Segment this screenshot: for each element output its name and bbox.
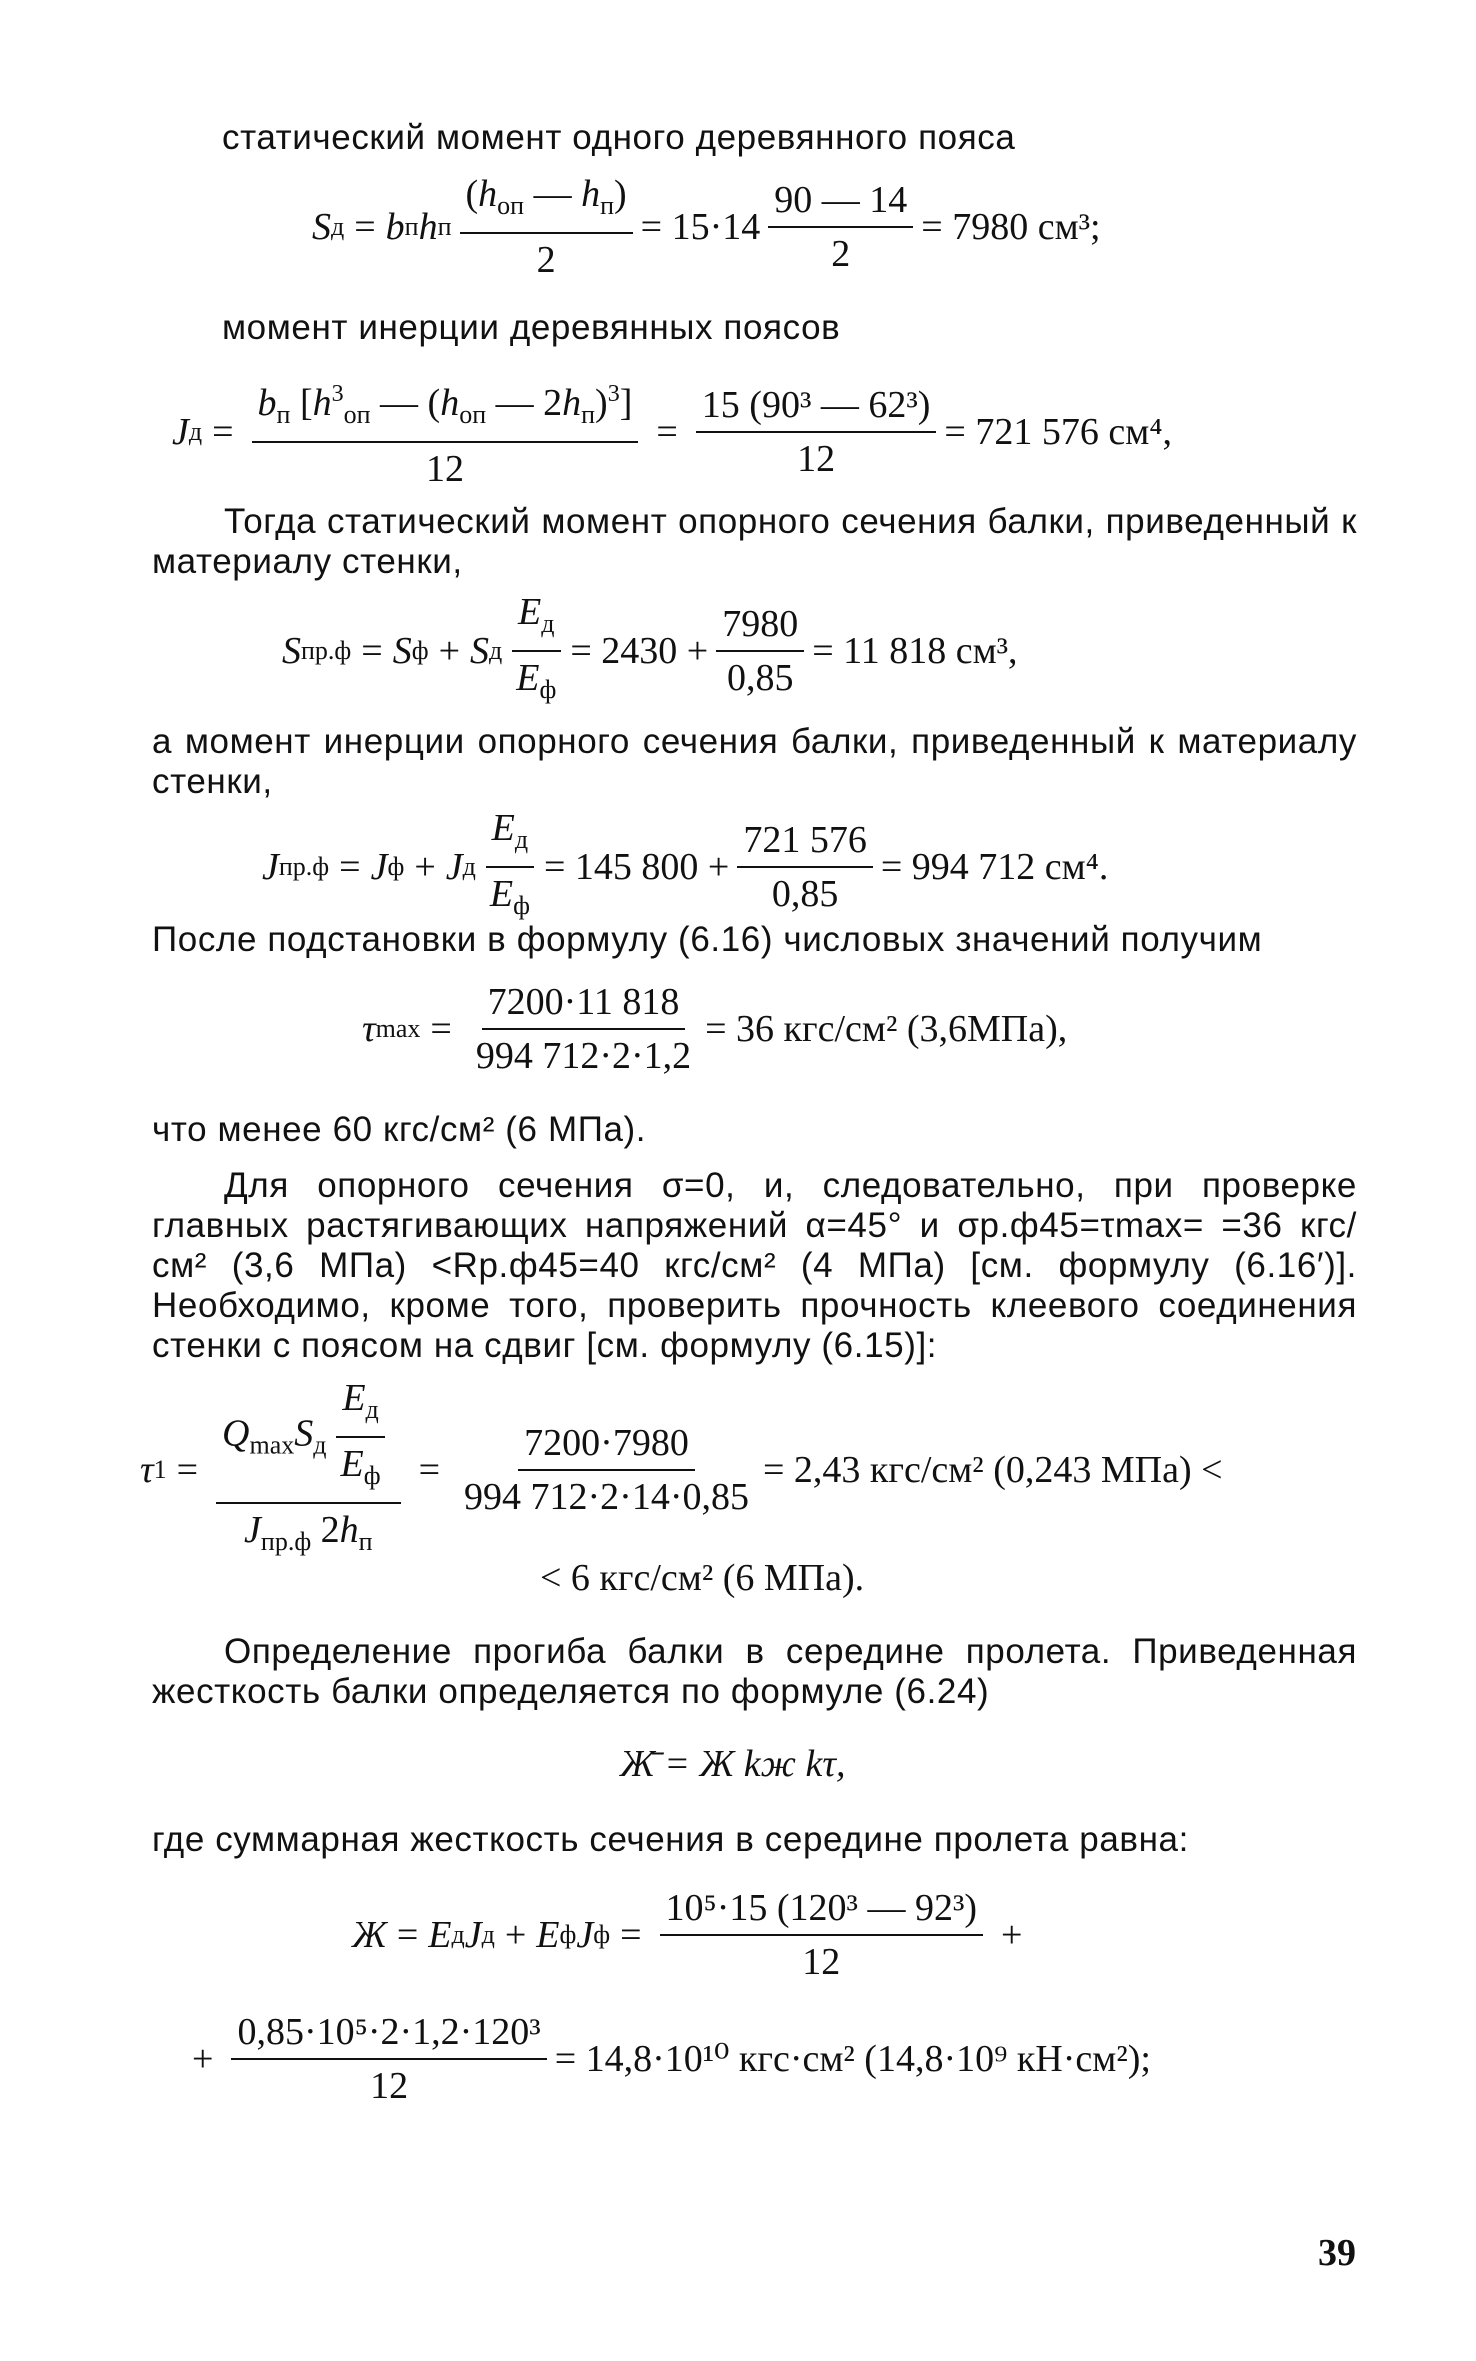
formula-zh: Ж = E д J д + E ф J ф = $\frac{\text{10⁵·15 (120³ — 92³)}}{12}$ + — [352, 1887, 1023, 1983]
formula-jd: J д = $\frac{b_п [h^3_{оп} — (h_{оп} — 2h_п)^3]}{12}$ = $\frac{\text{15 (90³ — 62³)}}{12}$ = 721 576 см⁴, — [172, 372, 1172, 491]
formula-zh-bar: Ж̄ = Ж kж kτ, — [620, 1743, 846, 1785]
paragraph: Определение прогиба балки в середине пролета. Приведенная жесткость балки определяется по формуле (6.24) — [152, 1632, 1357, 1711]
text-line: что менее 60 кгс/см² (6 МПа). — [152, 1110, 647, 1149]
formula-zh-cont: + $\frac{\text{0,85·10⁵·2·1,2·120³}}{12}$ = 14,8·10¹⁰ кгс·см² (14,8·10⁹ кН·см²); — [192, 2011, 1151, 2107]
formula-tau-max: τ max = $\frac{7200\cdot 11 818}{994 712\cdot 2\cdot 1,2}$ = 36 кгс/см² (3,6МПа), — [362, 981, 1068, 1077]
paragraph: а момент инерции опорного сечения балки, приведенный к материалу стенки, — [152, 722, 1357, 801]
formula-sd: S д = b п h п $\frac{(h_{оп} — h_п)}{2}$ = 15·14 $\frac{90 — 14}{2}$ = 7980 см³; — [312, 173, 1101, 281]
formula-tau1-cont: < 6 кгс/см² (6 МПа). — [540, 1557, 865, 1599]
text-line: момент инерции деревянных поясов — [222, 308, 841, 347]
formula-tau1: τ 1 = $Q_{max}S_д$ $\frac{E_д}{E_ф}$ $J_{пр.ф}$ $2h_п$ = $\frac{7200\cdot 7980}{994 712\cdot 2\cdot 14\cdot 0,85}$ = 2,43 кгс/см² (0,243 МПа) < — [140, 1377, 1223, 1556]
paragraph: Тогда статический момент опорного сечения балки, приведенный к материалу стенки, — [152, 502, 1357, 581]
text-line: где суммарная жесткость сечения в середине пролета равна: — [152, 1820, 1189, 1859]
page-number: 39 — [1318, 2232, 1356, 2274]
text-line: После подстановки в формулу (6.16) числовых значений получим — [152, 920, 1263, 959]
paragraph: Для опорного сечения σ=0, и, следовательно, при проверке главных растягивающих напряжений α=45° и σр.ф45=τmax= =36 кгс/см² (3,6 МПа) <Rр.ф45=40 кгс/см² (4 МПа) [см. формулу (6.16′)]. Необходимо, кроме того, проверить прочность клеевого соединения стенки с поясом на сдвиг [см. формулу (6.15)]: — [152, 1166, 1357, 1365]
text-line: статический момент одного деревянного пояса — [222, 118, 1016, 157]
formula-spr: S пр.ф = S ф + S д $\frac{E_д}{E_ф}$ = 2430 + $\frac{7980}{0,85}$ = 11 818 см³, — [282, 591, 1018, 704]
formula-jpr: J пр.ф = J ф + J д $\frac{E_д}{E_ф}$ = 145 800 + $\frac{721 576}{0,85}$ = 994 712 см⁴. — [262, 807, 1109, 920]
